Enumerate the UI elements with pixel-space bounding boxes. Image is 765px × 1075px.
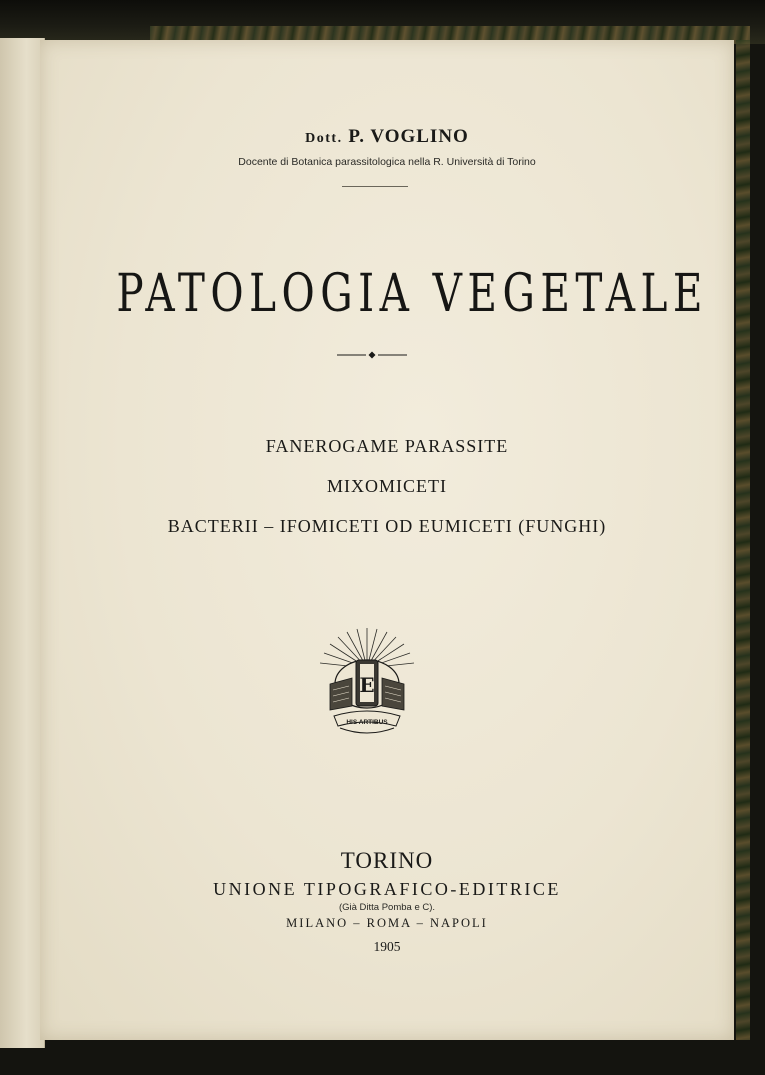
svg-text:E: E — [359, 673, 375, 697]
subtitle-2: MIXOMICETI — [327, 476, 447, 496]
author-affiliation: Docente di Botanica parassitologica nella R. Università di Torino — [238, 156, 536, 168]
imprint-city: TORINO — [340, 848, 434, 873]
emblem-motto: HIS ARTIBUS — [346, 719, 388, 726]
book-title: PATOLOGIA VEGETALE — [116, 264, 708, 324]
publisher-sunburst-emblem-icon — [312, 626, 422, 738]
author-line — [40, 126, 734, 148]
diamond-rule-icon — [337, 350, 407, 360]
author-prefix: Dott. — [305, 131, 343, 146]
author-name: P. VOGLINO — [348, 126, 469, 147]
subtitle-1: FANEROGAME PARASSITE — [265, 436, 509, 456]
imprint-year: 1905 — [373, 939, 401, 954]
title-page — [40, 40, 734, 1040]
imprint-publisher-former: (Già Ditta Pomba e C). — [338, 902, 436, 913]
marbled-endpaper-right — [736, 40, 750, 1040]
subtitle-3: BACTERII – IFOMICETI OD EUMICETI (FUNGHI) — [167, 516, 607, 536]
imprint-publisher: UNIONE TIPOGRAFICO-EDITRICE — [213, 879, 561, 899]
divider-rule — [342, 186, 408, 187]
imprint-cities: MILANO – ROMA – NAPOLI — [286, 916, 488, 930]
left-page-edge — [0, 38, 45, 1048]
